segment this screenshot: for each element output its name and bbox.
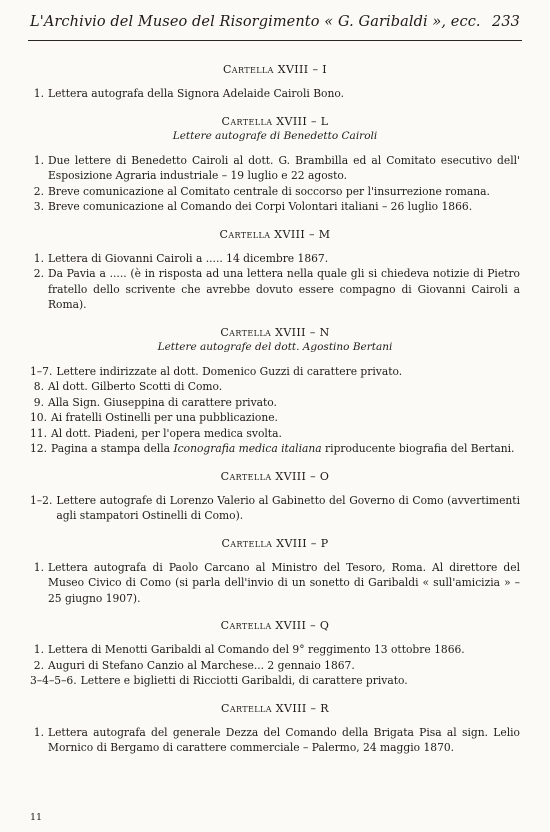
list-item (30, 426, 520, 442)
cartella-section (30, 114, 520, 215)
item-number: 9. (33, 395, 44, 409)
section-gap (30, 144, 520, 153)
list-item (30, 410, 520, 426)
item-text: Al dott. Gilberto Scotti di Como. (48, 380, 223, 393)
section-title: Cartella XVIII – N (220, 325, 330, 339)
item-text: Lettera autografa della Signora Adelaide Cairoli Bono. (48, 87, 345, 100)
list-item (30, 266, 520, 313)
section-title: Cartella XVIII – L (221, 114, 329, 128)
cartella-section (30, 469, 520, 524)
item-number: 1–7. (30, 364, 53, 378)
item-text: Da Pavia a ..... (è in risposta ad una lettera nella quale gli si chiedeva notizie di Pietro fratello dello scrivente che avrebbe dovuto essere compagno di Giovanni Cairoli a Roma). (48, 267, 520, 311)
publication-title: Iconografia medica italiana (173, 442, 322, 455)
section-gap (30, 716, 520, 725)
item-text: Due lettere di Benedetto Cairoli al dott. G. Brambilla ed al Comitato esecutivo dell' Esposizione Agraria industriale – 19 luglio e 22 agosto. (48, 153, 520, 182)
section-subtitle: Lettere autografe del dott. Agostino Bertani (157, 340, 393, 353)
list-item (30, 560, 520, 607)
cartella-section (30, 618, 520, 689)
item-number: 1. (33, 560, 44, 574)
list-item (30, 184, 520, 200)
section-gap (30, 633, 520, 642)
catalogue-content (30, 62, 520, 768)
section-title: Cartella XVIII – M (219, 227, 331, 241)
list-item (30, 153, 520, 184)
running-header (30, 14, 520, 30)
item-text: Lettere e biglietti di Ricciotti Garibaldi, di carattere privato. (80, 674, 408, 687)
item-text: Pagina a stampa della Iconografia medica italiana riproducente biografia del Bertani. (51, 442, 515, 455)
section-gap (30, 484, 520, 493)
page-number: 233 (492, 14, 520, 30)
item-text: Auguri di Stefano Canzio al Marchese... 2 gennaio 1867. (48, 658, 355, 672)
list-item (30, 441, 520, 457)
item-number: 1–2. (30, 493, 53, 507)
list-item (30, 725, 520, 756)
section-subtitle: Lettere autografe di Benedetto Cairoli (172, 129, 378, 142)
cartella-section (30, 227, 520, 313)
section-title: Cartella XVIII – O (220, 469, 330, 483)
list-item (30, 658, 520, 674)
item-text: Lettere indirizzate al dott. Domenico Guzzi di carattere privato. (56, 364, 403, 378)
section-gap (30, 242, 520, 251)
item-number: 2. (33, 658, 44, 672)
item-number: 3. (33, 200, 44, 213)
cartella-section (30, 62, 520, 102)
item-number: 2. (33, 267, 44, 280)
item-text: Al dott. Piadeni, per l'opera medica svolta. (51, 426, 282, 440)
section-title: Cartella XVIII – P (221, 536, 329, 550)
section-gap (30, 77, 520, 86)
item-number: 12. (30, 442, 47, 455)
cartella-section (30, 536, 520, 607)
list-item (30, 364, 520, 380)
item-number: 8. (33, 380, 44, 393)
list-item (30, 199, 520, 215)
item-number: 1. (33, 153, 44, 167)
section-title: Cartella XVIII – I (222, 63, 327, 76)
running-title: L'Archivio del Museo del Risorgimento « G. Garibaldi », ecc. (30, 14, 481, 30)
list-item (30, 493, 520, 524)
item-number: 10. (30, 411, 47, 424)
item-number: 1. (33, 725, 44, 739)
signature-mark: 11 (30, 812, 43, 823)
list-item (30, 251, 520, 267)
section-title: Cartella XVIII – Q (220, 619, 330, 632)
cartella-section (30, 701, 520, 756)
header-rule (28, 40, 522, 41)
item-text: Lettera autografa del generale Dezza del Comando della Brigata Pisa al sign. Lelio Mornico di Bergamo di carattere commerciale – Palermo, 24 maggio 1870. (48, 725, 520, 754)
section-title: Cartella XVIII – R (221, 701, 329, 715)
item-number: 1. (33, 251, 44, 265)
list-item (30, 395, 520, 411)
item-number: 2. (33, 184, 44, 198)
section-gap (30, 551, 520, 560)
item-number: 3–4–5–6. (30, 674, 77, 687)
item-text: Breve comunicazione al Comitato centrale di soccorso per l'insurrezione romana. (48, 184, 490, 198)
list-item (30, 673, 520, 689)
item-text: Breve comunicazione al Comando dei Corpi Volontari italiani – 26 luglio 1866. (48, 200, 473, 213)
list-item (30, 642, 520, 658)
list-item (30, 86, 520, 102)
item-text: Lettera autografa di Paolo Carcano al Ministro del Tesoro, Roma. Al direttore del Museo Civico di Como (si parla dell'invio di un sonetto di Garibaldi « sull'amicizia » – 25 giugno 1907). (48, 560, 520, 605)
item-number: 1. (33, 87, 44, 100)
item-text: Ai fratelli Ostinelli per una pubblicazione. (51, 411, 278, 424)
list-item (30, 379, 520, 395)
item-text: Lettere autografe di Lorenzo Valerio al Gabinetto del Governo di Como (avvertimenti agli stampatori Ostinelli di Como). (56, 493, 520, 522)
section-gap (30, 355, 520, 364)
item-text: Lettera di Giovanni Cairoli a ..... 14 dicembre 1867. (48, 251, 329, 265)
cartella-section (30, 325, 520, 457)
item-number: 11. (30, 426, 47, 440)
item-text: Alla Sign. Giuseppina di carattere privato. (48, 395, 277, 409)
item-number: 1. (33, 643, 44, 656)
item-text: Lettera di Menotti Garibaldi al Comando del 9° reggimento 13 ottobre 1866. (48, 643, 465, 656)
